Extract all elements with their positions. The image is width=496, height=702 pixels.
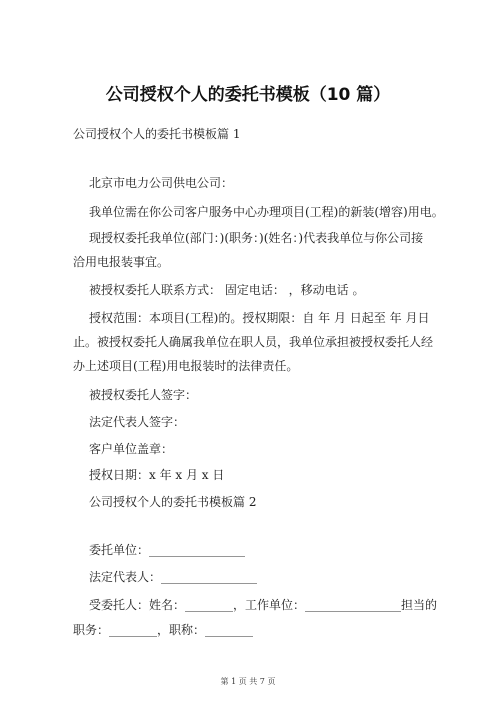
body-line: 现授权委托我单位(部门：)(职务：)(姓名：)代表我单位与你公司接 xyxy=(89,231,424,245)
addressee-line: 北京市电力公司供电公司： xyxy=(89,176,234,190)
document-title: 公司授权个人的委托书模板（10 篇） xyxy=(105,85,391,105)
section-heading-2: 公司授权个人的委托书模板篇 2 xyxy=(89,495,257,509)
section-heading-1: 公司授权个人的委托书模板篇 1 xyxy=(73,127,241,141)
date-line: 授权日期：x 年 x 月 x 日 xyxy=(89,468,225,482)
signature-line: 法定代表人签字： xyxy=(89,415,186,429)
seal-line: 客户单位盖章： xyxy=(89,442,174,456)
page-number-footer: 第 1 页 共 7 页 xyxy=(220,677,276,686)
contact-line: 被授权委托人联系方式： 固定电话： ，移动电话 。 xyxy=(89,283,365,297)
form-field-line: 法定代表人：________________ xyxy=(89,570,258,584)
form-field-line: 受委托人：姓名：________，工作单位：________________担当的 xyxy=(89,598,438,612)
body-line: 洽用电报装事宜。 xyxy=(73,255,170,269)
form-field-line: 职务：________，职称：________ xyxy=(73,623,254,637)
body-line: 我单位需在你公司客户服务中心办理项目(工程)的新装(增容)用电。 xyxy=(89,205,444,219)
body-line: 办上述项目(工程)用电报装时的法律责任。 xyxy=(73,359,299,373)
form-field-line: 委托单位：________________ xyxy=(89,543,246,557)
body-line: 授权范围：本项目(工程)的。授权期限：自 年 月 日起至 年 月日 xyxy=(89,311,430,325)
body-line: 止。被授权委托人确属我单位在职人员，我单位承担被授权委托人经 xyxy=(73,335,434,349)
signature-line: 被授权委托人签字： xyxy=(89,388,198,402)
